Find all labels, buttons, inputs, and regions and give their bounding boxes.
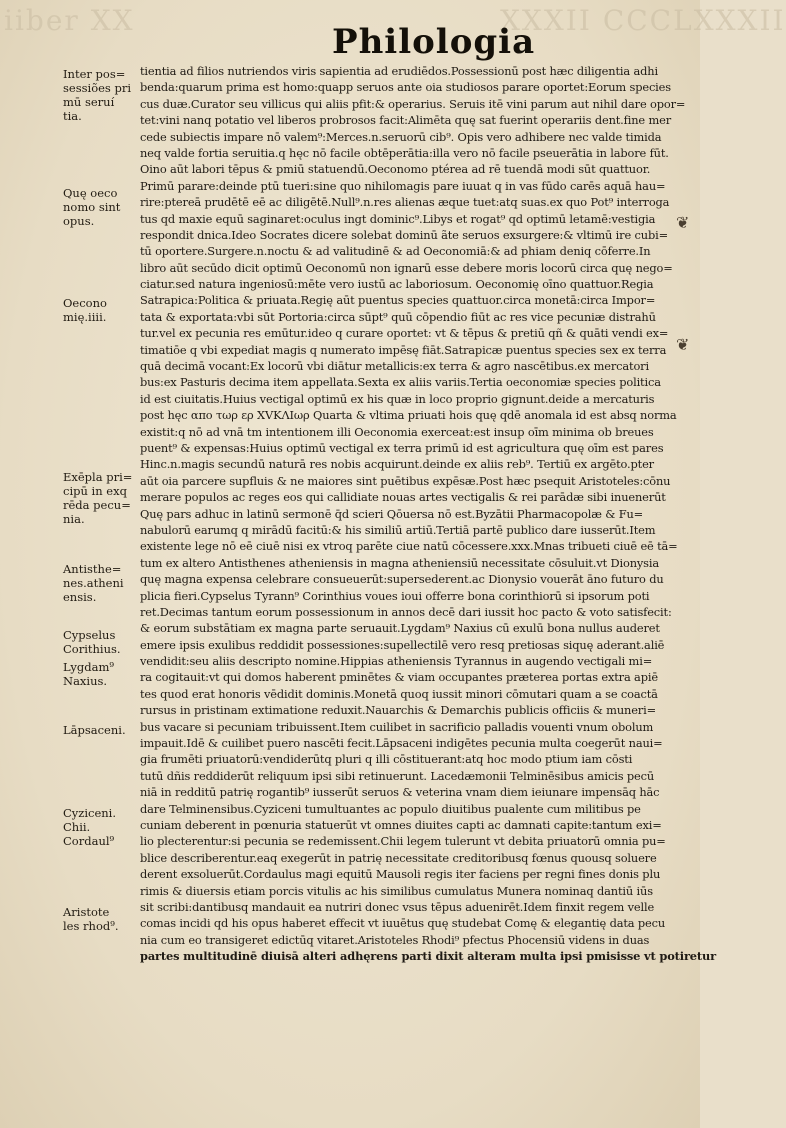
text-line: tes quod erat honoris vēdidit dominis.Monetā quoq iussit minori cōmutari quam a se coactā (140, 686, 658, 701)
margin-note-line: Inter pos= (63, 67, 126, 81)
text-line: ret.Decimas tantum eorum possessionum in annos decē dari iussit hoc pacto & voto satisfecit: (140, 604, 672, 619)
margin-note-line: Quę oeco (63, 186, 118, 200)
text-line: sit scribi:dantibusq mandauit ea nutriri donec vsus tēpus aduenirēt.Idem finxit regem velle (140, 899, 655, 914)
text-line: bus:ex Pasturis decima item appellata.Sexta ex aliis variis.Tertia oeconomiæ species politica (140, 375, 661, 390)
text-line: tū oportere.Surgere.n.noctu & ad valitudinē & ad Oeconomiā:& ad phiam deniq cōferre.In (140, 244, 651, 259)
text-line: puent⁹ & expensas:Huius optimū vectigal ex terra primū id est agricultura quę oīm est pares (140, 440, 664, 455)
margin-note-line: Cyziceni. (63, 806, 117, 820)
margin-note-line: mię.iiii. (63, 310, 107, 324)
text-line: Oino aūt labori tēpus & pmiū statuendū.Oeconomo ptérea ad rē tuendā modi sūt quattuor. (140, 162, 651, 177)
text-line: derent exsoluerūt.Cordaulus magi equitū Mausoli regis iter faciens per regni fines donis plu (140, 867, 661, 882)
margin-note (63, 562, 135, 604)
margin-note-line: sessiões pri (63, 81, 132, 95)
text-line: tus qd maxie equū saginaret:oculus ingt dominic⁹.Libys et rogat⁹ qd optimū letamē:vestigia (140, 211, 656, 226)
text-line: nia cum eo transigeret edictūq vitaret.Aristoteles Rhodi⁹ pfectus Phocensiū videns in duas (140, 932, 650, 947)
margin-note-line: Oecono (63, 296, 107, 310)
margin-note-line: Exēpla pri= (63, 470, 133, 484)
text-line: tutū dñis reddiderūt reliquum ipsi sibi retinuerunt. Lacedæmonii Telminēsibus amicis pecū (140, 768, 655, 783)
text-line: gia frumēti priuatorū:vendiderūtq pluri q illi cōstituerant:atq hoc modo ptium iam cōsti (140, 752, 633, 767)
text-line: existente lege nō eē ciuē nisi ex vtroq parēte ciue natū cōcessere.xxx.Mnas tribueti ciuē eē tā= (140, 539, 678, 554)
text-line: Satrapica:Politica & priuata.Regię aūt puentus species quattuor.circa monetā:circa Impor= (140, 293, 656, 308)
text-line: tet:vini nanq potatio vel liberos probrosos facit:Alimēta quę sat fuerint operariis dent.fine mer (140, 113, 671, 128)
margin-note (63, 905, 135, 933)
margin-note-line: Cordaul⁹ (63, 834, 115, 848)
text-line: id est ciuitatis.Huius vectigal optimū ex his quæ in loco proprio gignunt.deide a mercaturis (140, 391, 655, 406)
text-line: dare Telminensibus.Cyziceni tumultuantes ac populo diuitibus pualente cum militibus pe (140, 801, 641, 816)
text-line: Quę pars adhuc in latinū sermonē q̄d scieri Qōuersa nō est.Byzātii Pharmacopolæ & Fu= (140, 506, 644, 521)
text-line: ra cogitauit:vt qui domos haberent pminētes & viam occupantes præterea portas extra apiē (140, 670, 658, 685)
bleed-right: XXXII CCCLXXXII (500, 4, 786, 37)
text-line: libro aūt secūdo dicit optimū Oeconomū non ignarū esse debere moris locorū circa quę nego= (140, 260, 673, 275)
margin-note (63, 470, 135, 526)
margin-note-line: cipū in exq (63, 484, 127, 498)
text-line: respondit dnica.Ideo Socrates dicere solebat dominū ãte seruos exsurgere:& vltimū ire cubi= (140, 227, 668, 242)
text-line: blice describerentur.eaq exegerūt in patrię necessitate creditoribusq fœnus quousq soluere (140, 850, 657, 865)
margin-note-line: nomo sint (63, 200, 121, 214)
text-line: benda:quarum prima est homo:quapp seruos ante oia studiosos parare oportet:Eorum species (140, 80, 671, 95)
text-line: vendidit:seu aliis descripto nomine.Hippias atheniensis Tyrannus in augendo vectigali mi= (140, 654, 653, 669)
margin-mark-1: ❦ (676, 213, 690, 232)
text-line: bus vacare si pecuniam tribuissent.Item cuilibet in sacrificio palladis vouenti vnum obolum (140, 719, 654, 734)
text-line: rimis & diuersis etiam porcis vitulis ac his similibus cumulatus Munera nominaq dantiū iūs (140, 883, 653, 898)
page-title: Philologia (332, 22, 536, 62)
margin-note-line: Lāpsaceni. (63, 723, 126, 737)
text-line: impauit.Idē & cuilibet puero nascēti fecit.Lāpsaceni indigētes pecunia multa coegerūt naui= (140, 736, 663, 751)
text-line: plicia fieri.Cypselus Tyrann⁹ Corinthius voues ioui offerre bona corinthiorū si ipsorum poti (140, 588, 650, 603)
text-line: cede subiectis impare nō valem⁹:Merces.n.seruorū cib⁹. Opis vero adhibere nec valde timida (140, 129, 662, 144)
margin-note-line: Chii. (63, 820, 91, 834)
text-line: comas incidi qd his opus haberet effecit vt iuuētus quę studebat Comę & elegantię data pecu (140, 916, 666, 931)
margin-note-line: rēda pecu= (63, 498, 131, 512)
text-line: emere ipsis exulibus reddidit possessiones:supellectilē vero resq pretiosas siquę aderant.aliē (140, 637, 665, 652)
bleed-left: iiber XX (4, 4, 135, 37)
text-line: ciatur.sed natura ingeniosū:mēte vero iustū ac laboriosum. Oeconomię oīno quattuor.Regia (140, 277, 654, 292)
text-line: Hinc.n.magis secundū naturā res nobis acquirunt.deinde ex aliis reb⁹. Tertiū ex argēto.pter (140, 457, 654, 472)
text-line: rire:ptereā prudētē eē ac diligētē.Null⁹.n.res alienas æque tuet:atq suas.ex quo Pot⁹ interroga (140, 195, 670, 210)
main-text-block (140, 63, 716, 964)
margin-note-line: Cypselus (63, 628, 116, 642)
text-line: & eorum substātiam ex magna parte seruauit.Lygdam⁹ Naxius cū exulū bona nullus auderet (140, 621, 660, 636)
text-line: Primū parare:deinde ptū tueri:sine quo nihilomagis pare iuuat q in vas fūdo carēs aquā hau= (140, 178, 666, 193)
text-line: tum ex altero Antisthenes atheniensis in magna atheniensiū necessitate cōsuluit.vt Dionysia (140, 555, 660, 570)
text-line: nabulorū earumq q mirādū facitū:& his similiū artiū.Tertiā partē publico dare iusserūt.Item (140, 522, 656, 537)
margin-note-line: ensis. (63, 590, 97, 604)
text-line: tientia ad filios nutriendos viris sapientia ad erudiēdos.Possessionū post hæc diligentia adhi (140, 64, 658, 78)
margin-note-line: Aristote (63, 905, 110, 919)
text-line: timatiōe q vbi expediat magis q numerato impēsę fiāt.Satrapicæ puentus species sex ex terra (140, 342, 667, 357)
margin-note-line: mū seruí (63, 95, 115, 109)
text-line: rursus in pristinam extimatione reduxit.Nauarchis & Demarchis publicis officiis & muneri= (140, 703, 656, 718)
text-line: niā in redditū patrię rogantib⁹ iusserūt seruos & veterina vnam diem ieiunare impensāq hāc (140, 785, 660, 800)
text-line: neq valde fortia seruitia.q hęc nō facile obtēperātia:illa vero nō facile pseuerātia in labore fūt. (140, 145, 669, 160)
margin-note-line: Naxius. (63, 674, 108, 688)
text-line: quā decimā vocant:Ex locorū vbi diātur metallicis:ex terra & agro nascētibus.ex mercatori (140, 359, 649, 374)
margin-mark-2: ❦ (676, 335, 690, 354)
text-line: quę magna expensa celebrare consueuerūt:supersederent.ac Dionysio vouerāt āno futuro du (140, 572, 664, 587)
margin-note (63, 660, 135, 688)
margin-note (63, 723, 135, 737)
margin-note (63, 806, 135, 848)
margin-note (63, 186, 135, 228)
margin-note (63, 296, 135, 324)
margin-note-line: les rhod⁹. (63, 919, 119, 933)
text-line: existit:q nō ad vnā tm intentionem illi Oeconomia exerceat:est insup oīm minima ob breues (140, 424, 654, 439)
margin-note-line: nia. (63, 512, 85, 526)
margin-note-line: Corithius. (63, 642, 121, 656)
margin-note-line: opus. (63, 214, 95, 228)
text-line: tur.vel ex pecunia res emūtur.ideo q curare oportet: vt & tēpus & pretiū qñ & quāti vendi ex= (140, 326, 669, 341)
text-line: partes multitudinē diuisā alteri adhęrens parti dixit alteram multa ipsi pmisisse vt potiretur (140, 949, 716, 964)
text-line: cus duæ.Curator seu villicus qui aliis pfit:& operarius. Seruis itē vini parum aut nihil dare opor= (140, 96, 686, 111)
margin-note-line: tia. (63, 109, 82, 123)
text-line: merare populos ac reges eos qui callidiate nouas artes vectigalis & rei parādæ sibi inuenerūt (140, 490, 666, 505)
margin-note-line: Antisthe= (63, 562, 122, 576)
text-line: cuniam deberent in pœnuria statuerūt vt omnes diuites capti ac damnati capite:tantum exi= (140, 817, 662, 832)
text-line: post hęc απο τωρ ερ ΧVΚΛΙωρ Quarta & vltima priuati hois quę qdē anomala id est absq norma (140, 408, 677, 423)
margin-note (63, 67, 135, 123)
text-line: aūt oia parcere supfluis & ne maiores sint puētibus expēsæ.Post hæc psequit Aristoteles:cōnu (140, 473, 671, 488)
text-line: lio plecterentur:si pecunia se redemissent.Chii legem tulerunt vt debita priuatorū omnia pu= (140, 834, 666, 849)
margin-note (63, 628, 135, 656)
margin-note-line: Lygdam⁹ (63, 660, 115, 674)
text-line: tata & exportata:vbi sūt Portoria:circa sūpt⁹ quū cōpendio fiūt ac res vice pecuniæ distrahū (140, 309, 656, 324)
margin-note-line: nes.atheni (63, 576, 124, 590)
